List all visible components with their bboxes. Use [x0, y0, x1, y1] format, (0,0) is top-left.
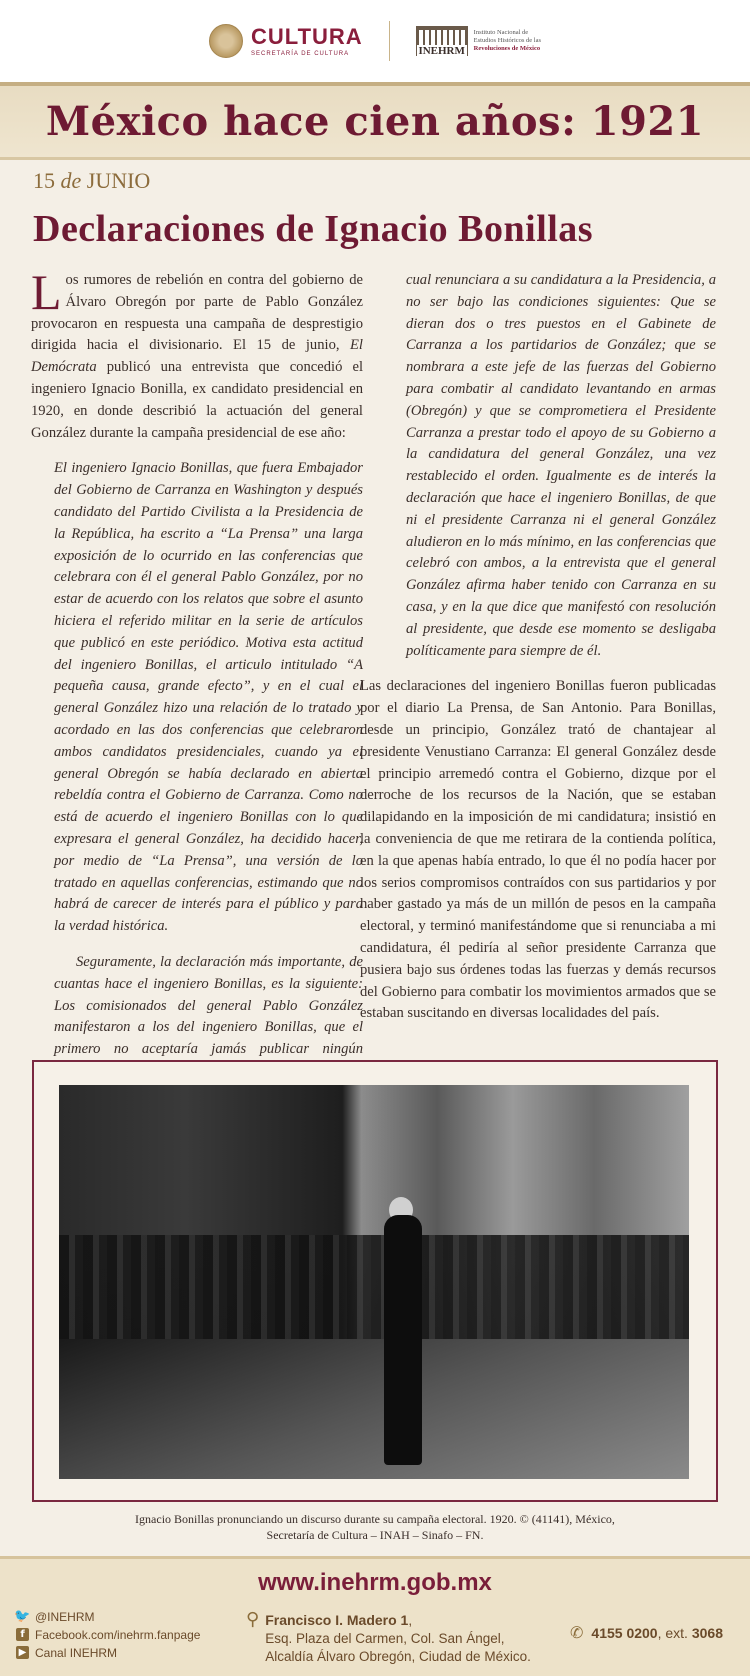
- phone-number: 4155 0200: [591, 1624, 658, 1641]
- address-street: Francisco I. Madero 1: [265, 1612, 409, 1628]
- header: [0, 0, 750, 82]
- date-de: de: [60, 168, 82, 193]
- article-date: [33, 168, 150, 194]
- article-title: Declaraciones de Ignacio Bonillas: [33, 208, 594, 250]
- cultura-title: CULTURA: [250, 23, 363, 49]
- social-label: Canal INEHRM: [35, 1645, 118, 1660]
- phone-icon: ✆: [570, 1623, 584, 1642]
- closing-paragraph: Las declaraciones del ingeniero Bonillas fueron publicadas por el diario La Prensa, de San Antonio. Para Bonillas, desde un principio, González trató de chantajear al presidente Venustiano Carranza: El general González desde el principio arremedó contra el Gobierno, dizque por el derroche de los recursos de la Nación, que se estaban dilapidando en la imposición de mi candidatura; insistió en la conveniencia de que me retirara de la contienda política, en la que apenas había entrado, lo que él no podía hacer por los serios compromisos contraídos con sus partidarios y por haber gastado ya más de un millón de pesos en la campaña electoral, y terminó manifestándome que si renunciaba a mi candidatura, él pediría al señor presidente Carranza que pusiera bajo sus órdenes todas las fuerzas y demás recursos del Gobierno para combatir los movimientos armados que se estaban suscitando en diversas localidades del país.: [360, 678, 716, 1022]
- newspaper-name: El Demócrata: [31, 337, 363, 376]
- quote-paragraph-1: El ingeniero Ignacio Bonillas, que fuera Embajador del Gobierno de Carranza en Washington y después candidato del Partido Civilista a la Presidencia de la República, ha escrito a “La Prensa” una larga exposición de lo ocurrido en las conferencias que celebrara con él el general Pablo González, por no estar de acuerdo con los relatos que sobre el asunto hiciera el referido militar en la serie de artículos que publicó en este periódico. Motiva esta actitud del ingeniero Bonillas, el articulo intitulado “A pequeña causa, grande efecto”, y en el cual el general González hizo una relación de lo tratado y acordado en las dos conferencias que celebraron ambos candidatos presidenciales, cuando ya el general Obregón se había declarado en abierta rebeldía contra el Gobierno de Carranza. Como no está de acuerdo el ingeniero Bonillas con lo que expresara el general González, ha decidido hacer, por medio de “La Prensa”, una versión de lo tratado en aquellas conferencias, estimando que no habrá de carecer de interés para el público y para la verdad histórica.: [54, 460, 363, 935]
- caption-line-2: Secretaría de Cultura – INAH – Sinafo – FN.: [266, 1528, 484, 1542]
- inehrm-line-3: Revoluciones de México: [473, 45, 541, 52]
- address-comma: ,: [408, 1613, 413, 1628]
- inehrm-wordmark: INEHRM: [418, 45, 465, 57]
- social-label: @INEHRM: [35, 1609, 95, 1624]
- cultura-logo[interactable]: [209, 24, 363, 58]
- inehrm-line-1: Instituto Nacional de: [473, 29, 529, 36]
- photo-frame: [32, 1060, 718, 1502]
- youtube-icon: ▶: [16, 1646, 29, 1659]
- website-link[interactable]: www.inehrm.gob.mx: [258, 1569, 492, 1596]
- phone-ext: 3068: [691, 1624, 723, 1641]
- intro-paragraph: [31, 264, 363, 444]
- quote-paragraph-2: Seguramente, la declaración más importante, de cuantas hace el ingeniero Bonillas, es la siguiente: Los comisionados del general Pablo González manifestaron a los del ingeniero Bonillas, que el primero no aceptaría jamás publicar ningún: [54, 953, 363, 1058]
- banner-title: México hace cien años: 1921: [45, 98, 705, 145]
- address-line-3: Alcaldía Álvaro Obregón, Ciudad de México.: [265, 1649, 531, 1664]
- quote-paragraph-3: cual renunciara a su candidatura a la Presidencia, a no ser bajo las condiciones siguientes: Que se dieran dos o tres puestos en el Gabinete de Carranza a los partidarios de González; que se nombrara a este jefe de las fuerzas del Gobierno para combatir al candidato levantando en armas (Obregón) y que se comprometiera el Presidente Carranza a prestar todo el apoyo de su Gobierno a la candidatura del general González, una vez restablecido el orden. Igualmente es de interés la declaración que hace el ingeniero Bonillas, de que ni el presidente Carranza ni el general González aludieron en lo más mínimo, en las conferencias que celebró con ambos, a la entrevista que el general González afirma haber tenido con Carranza en su casa, y en la que dice que manifestó con resolución al presidente, que desde ese momento se desligaba políticamente para siempre de él.: [406, 272, 716, 659]
- intro-text: os rumores de rebelión en contra del gobierno de Álvaro Obregón por parte de Pablo González provocaron en respuesta una campaña de desprestigio dirigida hacia el divisionario. El 15 de junio,: [31, 272, 363, 354]
- building-icon: [416, 26, 468, 56]
- title-banner: [0, 82, 750, 160]
- intro-text-rest: publicó una entrevista que concedió el ingeniero Ignacio Bonilla, ex candidato presidencial en 1920, en donde describió la actuación del general González durante la campaña presidencial de ese año:: [31, 359, 363, 441]
- article-column-right: [360, 270, 716, 1039]
- phone-ext-label: , ext.: [657, 1624, 688, 1641]
- phone-block[interactable]: [570, 1623, 723, 1642]
- photo-speaker: [384, 1215, 422, 1465]
- photo-crowd: [59, 1235, 689, 1345]
- social-label: Facebook.com/inehrm.fanpage: [35, 1627, 201, 1642]
- photo-caption: [60, 1511, 690, 1543]
- date-month: JUNIO: [86, 168, 151, 193]
- twitter-icon: 🐦: [14, 1609, 31, 1624]
- eagle-seal-icon: [209, 24, 243, 58]
- location-pin-icon: ⚲: [246, 1609, 260, 1630]
- social-facebook[interactable]: [16, 1627, 200, 1642]
- social-links: [16, 1609, 200, 1663]
- facebook-icon: f: [16, 1628, 29, 1641]
- photo-floor: [59, 1339, 689, 1479]
- cultura-subtitle: SECRETARÍA DE CULTURA: [250, 50, 350, 57]
- inehrm-line-2: Estudios Históricos de las: [473, 37, 542, 44]
- date-day: 15: [33, 168, 55, 193]
- address-line-2: Esq. Plaza del Carmen, Col. San Ángel,: [265, 1631, 505, 1646]
- inehrm-logo[interactable]: [416, 26, 541, 56]
- drop-cap: L: [31, 264, 62, 320]
- address-block: [246, 1611, 531, 1666]
- caption-line-1: Ignacio Bonillas pronunciando un discurso durante su campaña electoral. 1920. © (41141), México,: [135, 1512, 615, 1526]
- social-twitter[interactable]: [16, 1609, 200, 1624]
- article-column-left: [31, 264, 363, 1097]
- historic-photo: [59, 1085, 689, 1479]
- header-divider: [389, 21, 390, 61]
- footer: [0, 1556, 750, 1676]
- social-youtube[interactable]: [16, 1645, 200, 1660]
